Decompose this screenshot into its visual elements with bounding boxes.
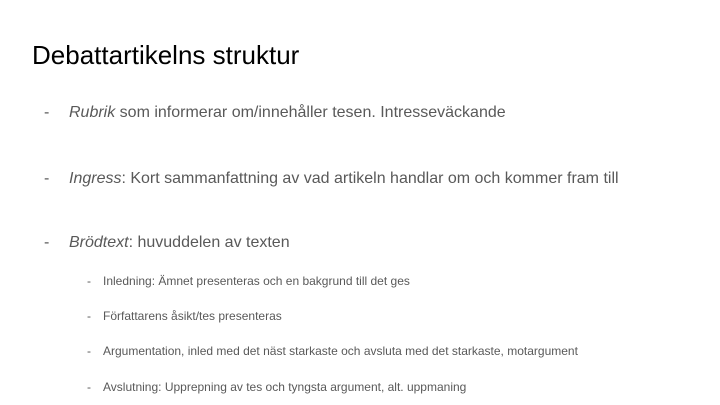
slide-title: Debattartikelns struktur — [32, 40, 300, 70]
bullet-marker: - — [44, 104, 50, 121]
bullet-marker: - — [44, 234, 50, 251]
sub-bullet-text: Avslutning: Upprepning av tes och tyngsta argument, alt. uppmaning — [103, 380, 467, 394]
sub-bullet-argumentation — [87, 344, 578, 358]
sub-bullet-asikt — [87, 309, 282, 323]
bullet-term: Ingress — [69, 170, 122, 187]
bullet-text: : huvuddelen av texten — [128, 234, 290, 251]
sub-bullet-marker: - — [87, 274, 91, 288]
sub-bullet-marker: - — [87, 309, 91, 323]
bullet-rubrik — [44, 104, 506, 122]
sub-bullet-text: Författarens åsikt/tes presenteras — [103, 309, 282, 323]
sub-bullet-text: Argumentation, inled med det näst starkaste och avsluta med det starkaste, motargument — [103, 344, 578, 358]
bullet-ingress — [44, 170, 619, 188]
bullet-text: som informerar om/innehåller tesen. Intresseväckande — [115, 104, 506, 121]
sub-bullet-marker: - — [87, 344, 91, 358]
bullet-marker: - — [44, 170, 50, 187]
bullet-term: Brödtext — [69, 234, 129, 251]
bullet-text: : Kort sammanfattning av vad artikeln handlar om och kommer fram till — [121, 170, 619, 187]
sub-bullet-marker: - — [87, 380, 91, 394]
bullet-brodtext — [44, 234, 290, 252]
sub-bullet-text: Inledning: Ämnet presenteras och en bakgrund till det ges — [103, 274, 410, 288]
sub-bullet-avslutning — [87, 380, 466, 394]
sub-bullet-inledning — [87, 274, 410, 288]
bullet-term: Rubrik — [69, 104, 116, 121]
